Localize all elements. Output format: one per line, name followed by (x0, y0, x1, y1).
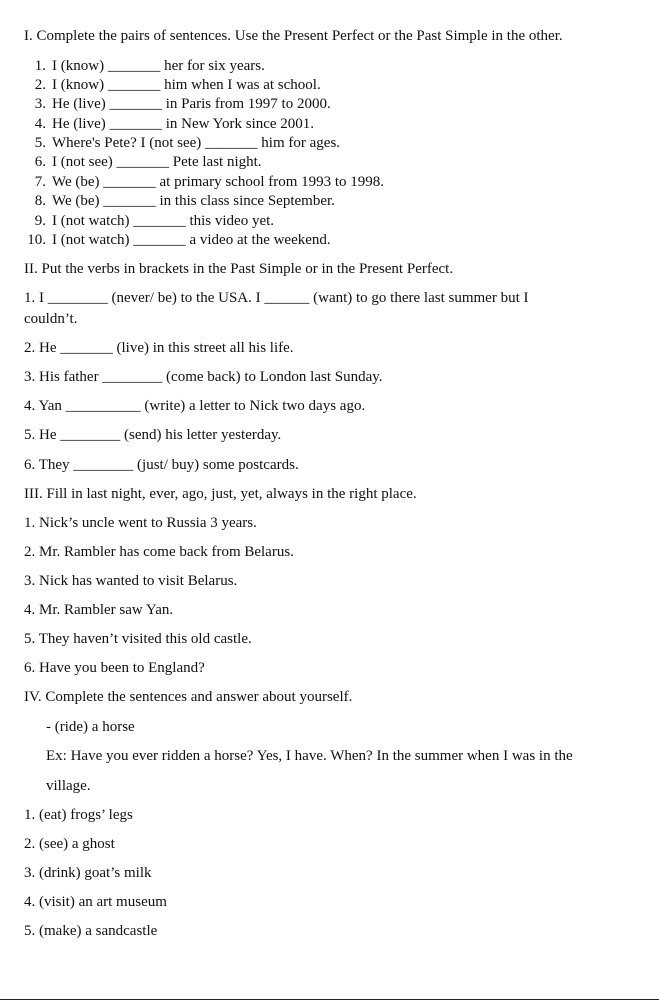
item-number: 2. (34, 77, 46, 93)
section3-item: 2. Mr. Rambler has come back from Belarus. (24, 544, 294, 560)
section1-item (24, 212, 274, 230)
section2-heading: II. Put the verbs in brackets in the Past Simple or in the Present Perfect. (24, 261, 454, 277)
example-line: village. (46, 778, 91, 794)
section2-item-line: 1. I ________ (never/ be) to the USA. I ______ (want) to go there last summer but I (24, 290, 529, 306)
section4-item: 4. (visit) an art museum (24, 894, 167, 910)
section1-item (24, 57, 265, 75)
section1-item (24, 231, 331, 249)
section3-item: 6. Have you been to England? (24, 660, 205, 676)
page-bottom-rule (0, 999, 659, 1000)
section1-item (24, 192, 335, 210)
section2-item: 6. They ________ (just/ buy) some postcards. (24, 457, 299, 473)
section2-item-line: couldn’t. (24, 311, 78, 327)
section3-item: 3. Nick has wanted to visit Belarus. (24, 573, 238, 589)
item-text: He (live) _______ in Paris from 1997 to 2000. (52, 96, 331, 112)
item-text: I (not watch) _______ a video at the weekend. (52, 232, 331, 248)
section4-item: 3. (drink) goat’s milk (24, 865, 152, 881)
item-number: 10. (27, 232, 46, 248)
section3-item: 1. Nick’s uncle went to Russia 3 years. (24, 515, 257, 531)
section2-item: 2. He _______ (live) in this street all his life. (24, 340, 294, 356)
section1-item (24, 173, 384, 191)
item-text: We (be) _______ in this class since September. (52, 193, 335, 209)
item-number: 5. (34, 135, 46, 151)
section1-item (24, 115, 314, 133)
section1-item (24, 95, 331, 113)
section1-item (24, 76, 321, 94)
section2-item: 4. Yan __________ (write) a letter to Nick two days ago. (24, 398, 366, 414)
item-number: 4. (34, 116, 46, 132)
example-line: Ex: Have you ever ridden a horse? Yes, I have. When? In the summer when I was in the (46, 748, 573, 764)
section4-item: 2. (see) a ghost (24, 836, 115, 852)
section3-heading: III. Fill in last night, ever, ago, just, yet, always in the right place. (24, 486, 417, 502)
item-number: 8. (34, 193, 46, 209)
item-text: I (not watch) _______ this video yet. (52, 213, 275, 229)
item-number: 1. (34, 58, 46, 74)
item-number: 6. (34, 154, 46, 170)
item-text: We (be) _______ at primary school from 1993 to 1998. (52, 174, 385, 190)
item-text: I (know) _______ her for six years. (52, 58, 265, 74)
item-number: 3. (34, 96, 46, 112)
item-number: 9. (34, 213, 46, 229)
section2-item: 5. He ________ (send) his letter yesterday. (24, 427, 282, 443)
item-text: I (not see) _______ Pete last night. (52, 154, 262, 170)
section2-item: 3. His father ________ (come back) to London last Sunday. (24, 369, 383, 385)
section4-item: 1. (eat) frogs’ legs (24, 807, 133, 823)
section4-heading: IV. Complete the sentences and answer about yourself. (24, 689, 353, 705)
section3-item: 5. They haven’t visited this old castle. (24, 631, 252, 647)
section4-item: 5. (make) a sandcastle (24, 923, 158, 939)
section1-item (24, 153, 262, 171)
section4-bullet: - (ride) a horse (46, 719, 135, 735)
item-text: I (know) _______ him when I was at school. (52, 77, 321, 93)
section3-item: 4. Mr. Rambler saw Yan. (24, 602, 174, 618)
item-text: He (live) _______ in New York since 2001. (52, 116, 315, 132)
section1-heading: I. Complete the pairs of sentences. Use the Present Perfect or the Past Simple in the other. (24, 28, 563, 44)
item-text: Where's Pete? I (not see) _______ him for ages. (52, 135, 341, 151)
section1-item (24, 134, 340, 152)
item-number: 7. (34, 174, 46, 190)
